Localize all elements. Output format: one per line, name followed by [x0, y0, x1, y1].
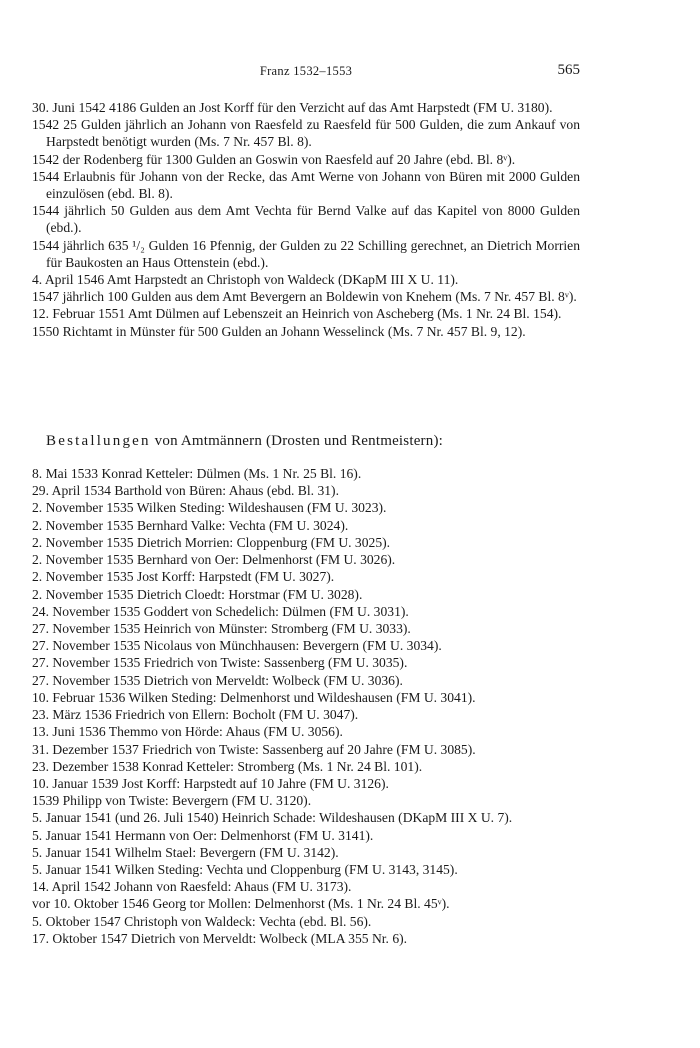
list-item: 5. Januar 1541 (und 26. Juli 1540) Heinrich Schade: Wildeshausen (DKapM III X U. 7).: [32, 810, 513, 826]
pledge-list: [32, 99, 580, 340]
list-item: 10. Februar 1536 Wilken Steding: Delmenhorst und Wildeshausen (FM U. 3041).: [32, 689, 476, 705]
list-item: 27. November 1535 Heinrich von Münster: Stromberg (FM U. 3033).: [32, 620, 411, 636]
list-item: 10. Januar 1539 Jost Korff: Harpstedt auf 10 Jahre (FM U. 3126).: [32, 775, 389, 791]
list-item: 1542 der Rodenberg für 1300 Gulden an Goswin von Raesfeld auf 20 Jahre (ebd. Bl. 8ᵛ).: [32, 151, 516, 167]
list-item: 12. Februar 1551 Amt Dülmen auf Lebenszeit an Heinrich von Ascheberg (Ms. 1 Nr. 24 Bl. 154).: [32, 306, 562, 322]
list-item: 1550 Richtamt in Münster für 500 Gulden an Johann Wesselinck (Ms. 7 Nr. 457 Bl. 9, 12).: [32, 323, 526, 339]
list-item: 1544 Erlaubnis für Johann von der Recke, das Amt Werne von Johann von Büren mit 2000 Gulden einzulösen (ebd. Bl. 8).: [32, 168, 580, 202]
list-item: 23. Dezember 1538 Konrad Ketteler: Stromberg (Ms. 1 Nr. 24 Bl. 101).: [32, 758, 423, 774]
list-item: 1542 25 Gulden jährlich an Johann von Raesfeld zu Raesfeld für 500 Gulden, die zum Ankauf von Harpstedt benötigt wurden (Ms. 7 Nr. 457 Bl. 8).: [32, 117, 580, 150]
section-heading-rest: von Amtmännern (Drosten und Rentmeistern):: [150, 433, 444, 449]
list-item: 2. November 1535 Bernhard Valke: Vechta (FM U. 3024).: [32, 517, 349, 533]
list-item: vor 10. Oktober 1546 Georg tor Mollen: Delmenhorst (Ms. 1 Nr. 24 Bl. 45ᵛ).: [32, 896, 450, 912]
list-item: 2. November 1535 Dietrich Morrien: Cloppenburg (FM U. 3025).: [32, 534, 391, 550]
list-item: 14. April 1542 Johann von Raesfeld: Ahaus (FM U. 3173).: [32, 879, 352, 895]
list-item: 17. Oktober 1547 Dietrich von Merveldt: Wolbeck (MLA 355 Nr. 6).: [32, 930, 408, 946]
list-item: 27. November 1535 Nicolaus von Münchhausen: Bevergern (FM U. 3034).: [32, 638, 442, 654]
section-heading-spaced: Bestallungen: [46, 433, 151, 449]
page-number: 565: [557, 62, 580, 78]
list-item: 1539 Philipp von Twiste: Bevergern (FM U. 3120).: [32, 793, 312, 809]
list-item: 30. Juni 1542 4186 Gulden an Jost Korff für den Verzicht auf das Amt Harpstedt (FM U. 3180).: [32, 100, 553, 115]
list-item: 2. November 1535 Bernhard von Oer: Delmenhorst (FM U. 3026).: [32, 552, 396, 568]
list-item: 13. Juni 1536 Themmo von Hörde: Ahaus (FM U. 3056).: [32, 724, 343, 740]
list-item: 23. März 1536 Friedrich von Ellern: Bocholt (FM U. 3047).: [32, 707, 359, 723]
list-item: 1544 jährlich 635 ¹/₂ Gulden 16 Pfennig, der Gulden zu 22 Schilling gerechnet, an Dietrich Morrien für Baukosten an Haus Ottenstein (ebd.).: [32, 237, 580, 270]
list-item: 5. Januar 1541 Wilken Steding: Vechta und Cloppenburg (FM U. 3143, 3145).: [32, 862, 458, 878]
list-item: 2. November 1535 Dietrich Cloedt: Horstmar (FM U. 3028).: [32, 586, 363, 602]
running-title: Franz 1532–1553: [259, 64, 353, 78]
list-item: 24. November 1535 Goddert von Schedelich: Dülmen (FM U. 3031).: [32, 603, 409, 619]
list-item: 27. November 1535 Dietrich von Merveldt: Wolbeck (FM U. 3036).: [32, 672, 403, 688]
appointment-list: [32, 465, 592, 947]
list-item: 4. April 1546 Amt Harpstedt an Christoph von Waldeck (DKapM III X U. 11).: [32, 272, 459, 288]
list-item: 2. November 1535 Jost Korff: Harpstedt (FM U. 3027).: [32, 569, 335, 585]
list-item: 2. November 1535 Wilken Steding: Wildeshausen (FM U. 3023).: [32, 500, 387, 516]
list-item: 5. Januar 1541 Wilhelm Stael: Bevergern (FM U. 3142).: [32, 844, 339, 860]
list-item: 27. November 1535 Friedrich von Twiste: Sassenberg (FM U. 3035).: [32, 655, 408, 671]
page-header: [32, 62, 580, 82]
list-item: 5. Januar 1541 Hermann von Oer: Delmenhorst (FM U. 3141).: [32, 827, 374, 843]
list-item: 31. Dezember 1537 Friedrich von Twiste: Sassenberg auf 20 Jahre (FM U. 3085).: [32, 741, 476, 757]
list-item: 29. April 1534 Barthold von Büren: Ahaus (ebd. Bl. 31).: [32, 483, 339, 499]
list-item: 1544 jährlich 50 Gulden aus dem Amt Vechta für Bernd Valke auf das Kapitel von 8000 Gulden (ebd.).: [32, 203, 580, 236]
list-item: 8. Mai 1533 Konrad Ketteler: Dülmen (Ms. 1 Nr. 25 Bl. 16).: [32, 466, 362, 481]
list-item: 5. Oktober 1547 Christoph von Waldeck: Vechta (ebd. Bl. 56).: [32, 913, 372, 929]
section-heading: [46, 433, 606, 450]
list-item: 1547 jährlich 100 Gulden aus dem Amt Bevergern an Boldewin von Knehem (Ms. 7 Nr. 457 Bl. 8ᵛ).: [32, 289, 577, 305]
